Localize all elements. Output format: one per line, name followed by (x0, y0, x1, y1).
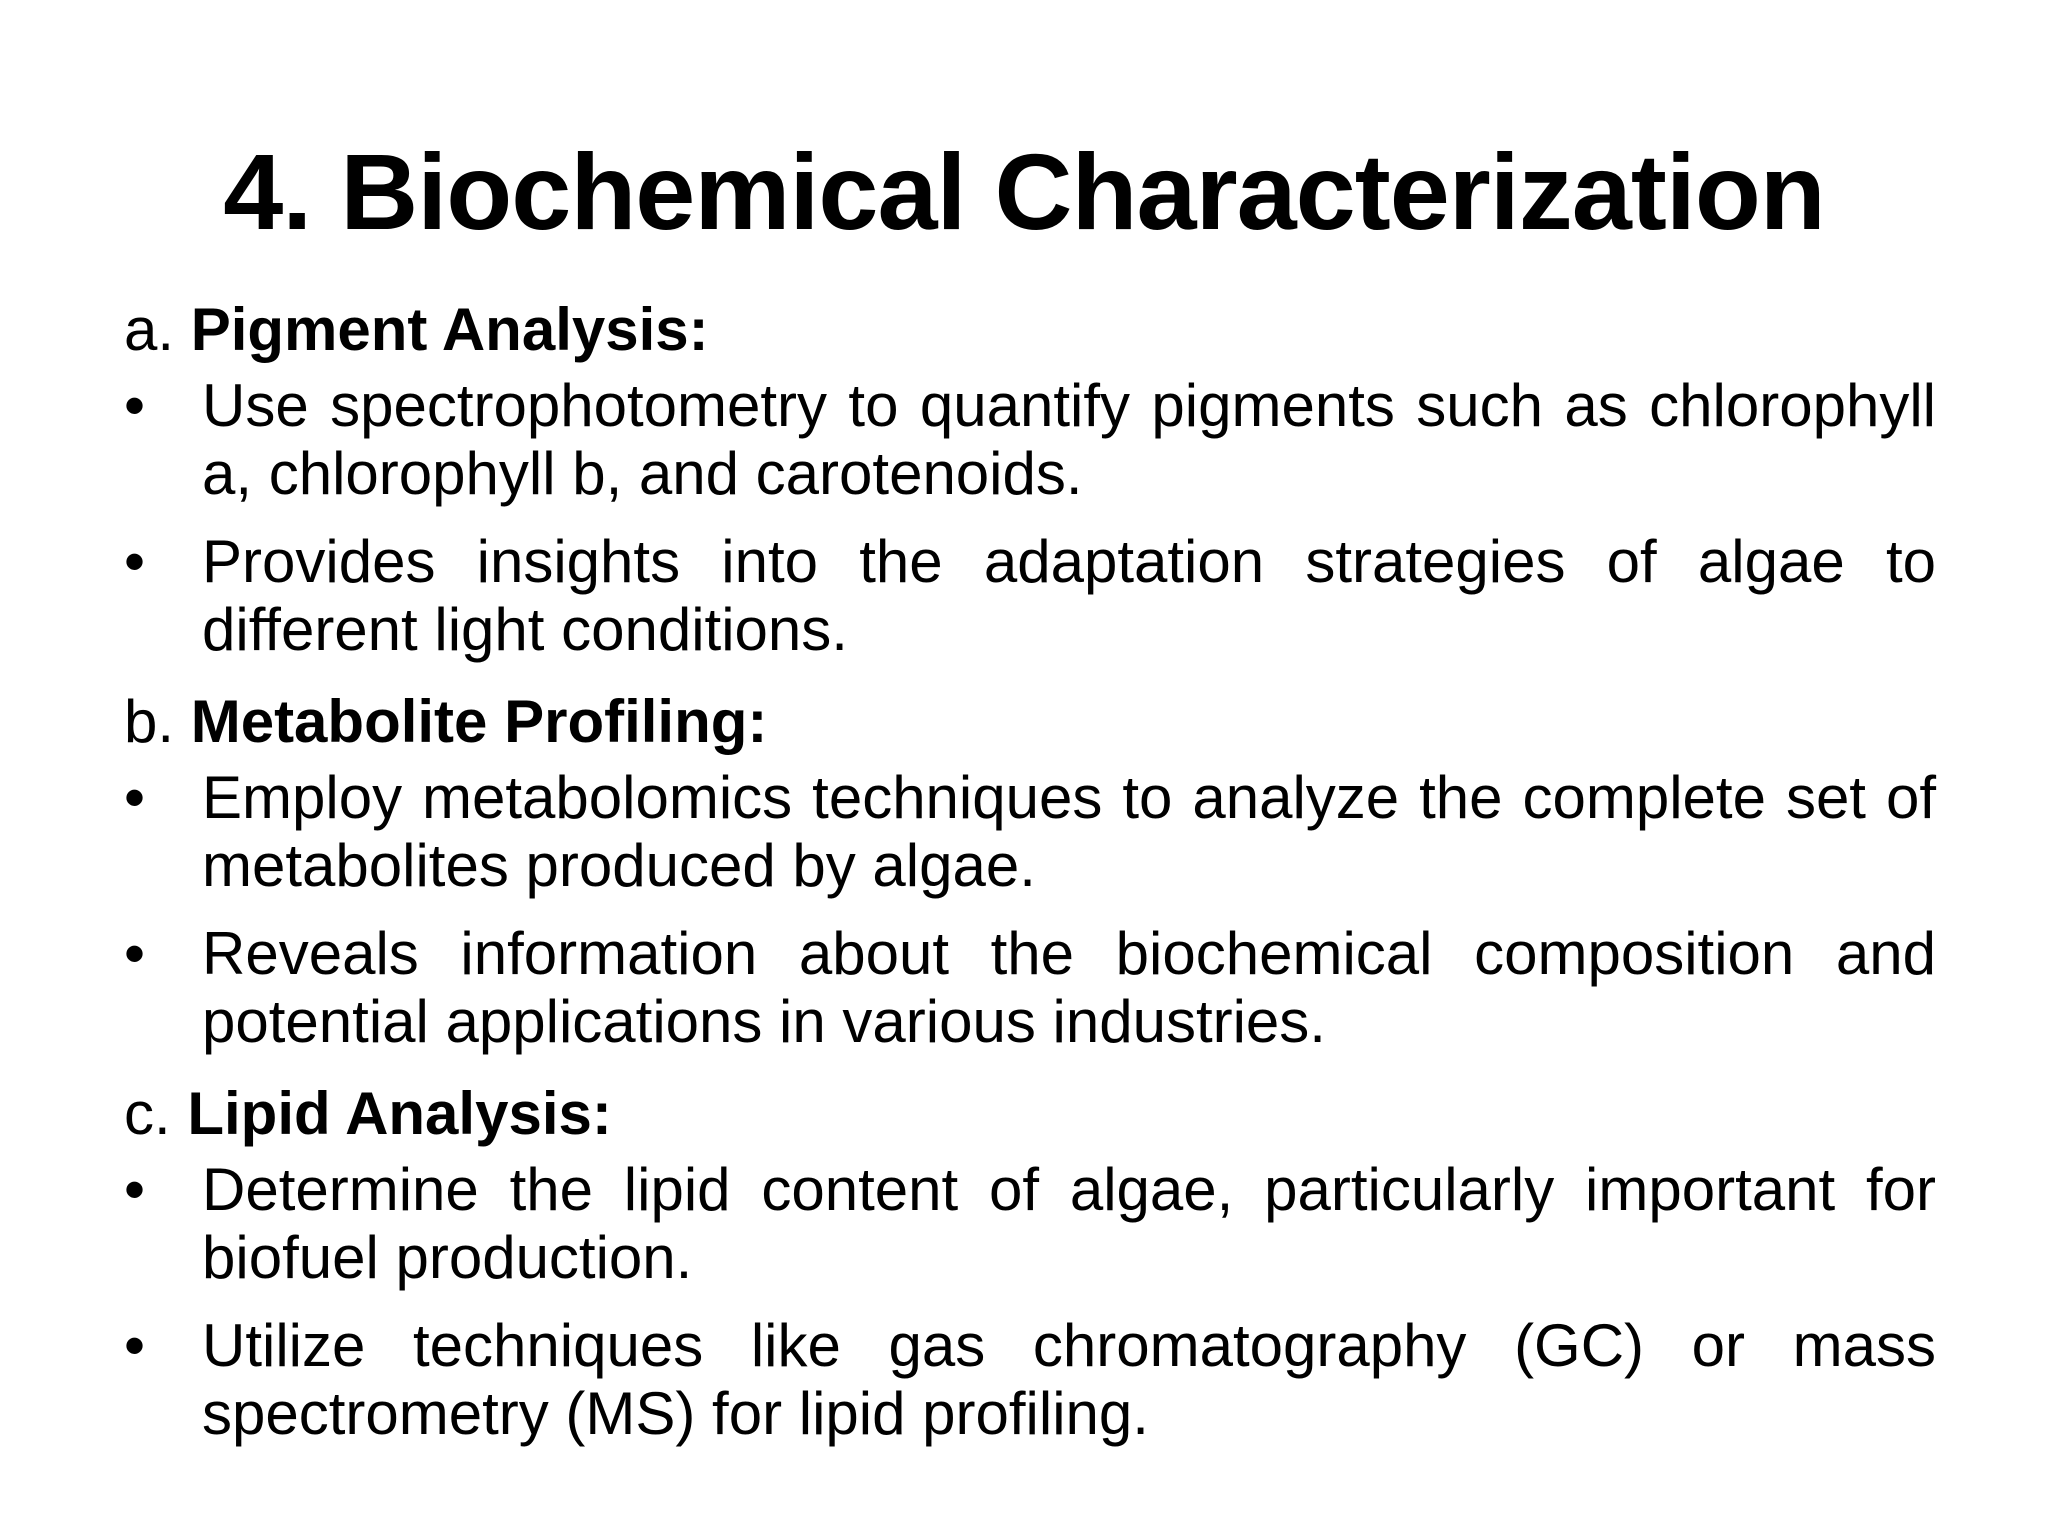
bullet-item (124, 920, 1936, 1056)
section-heading: Metabolite Profiling: (190, 688, 768, 755)
bullet-icon: • (124, 764, 146, 831)
section-prefix: c. (124, 1080, 188, 1147)
bullet-text: Reveals information about the biochemical composition and potential applications in various industries. (202, 920, 1936, 1055)
bullet-icon: • (124, 920, 146, 987)
section-heading-pigment-analysis (124, 292, 1936, 372)
section-heading: Lipid Analysis: (187, 1080, 612, 1147)
slide-title: 4. Biochemical Characterization (223, 131, 1825, 252)
section-prefix: b. (124, 688, 191, 755)
bullet-item (124, 764, 1936, 900)
bullet-text: Utilize techniques like gas chromatography (GC) or mass spectrometry (MS) for lipid profiling. (202, 1312, 1936, 1447)
section-prefix: a. (124, 296, 191, 363)
bullet-text: Provides insights into the adaptation strategies of algae to different light conditions. (202, 528, 1936, 663)
section-heading: Pigment Analysis: (190, 296, 709, 363)
section-heading-metabolite-profiling (124, 684, 1936, 764)
bullet-item (124, 1156, 1936, 1292)
bullet-icon: • (124, 372, 146, 439)
bullet-text: Use spectrophotometry to quantify pigments such as chlorophyll a, chlorophyll b, and carotenoids. (202, 372, 1936, 507)
bullet-icon: • (124, 1312, 146, 1379)
section-heading-lipid-analysis (124, 1076, 1936, 1156)
bullet-icon: • (124, 528, 146, 595)
bullet-text: Determine the lipid content of algae, particularly important for biofuel production. (202, 1156, 1936, 1291)
bullet-icon: • (124, 1156, 146, 1223)
bullet-text: Employ metabolomics techniques to analyze the complete set of metabolites produced by algae. (202, 764, 1936, 899)
slide-content (124, 292, 1936, 1468)
bullet-item (124, 372, 1936, 508)
bullet-item (124, 528, 1936, 664)
bullet-item (124, 1312, 1936, 1448)
